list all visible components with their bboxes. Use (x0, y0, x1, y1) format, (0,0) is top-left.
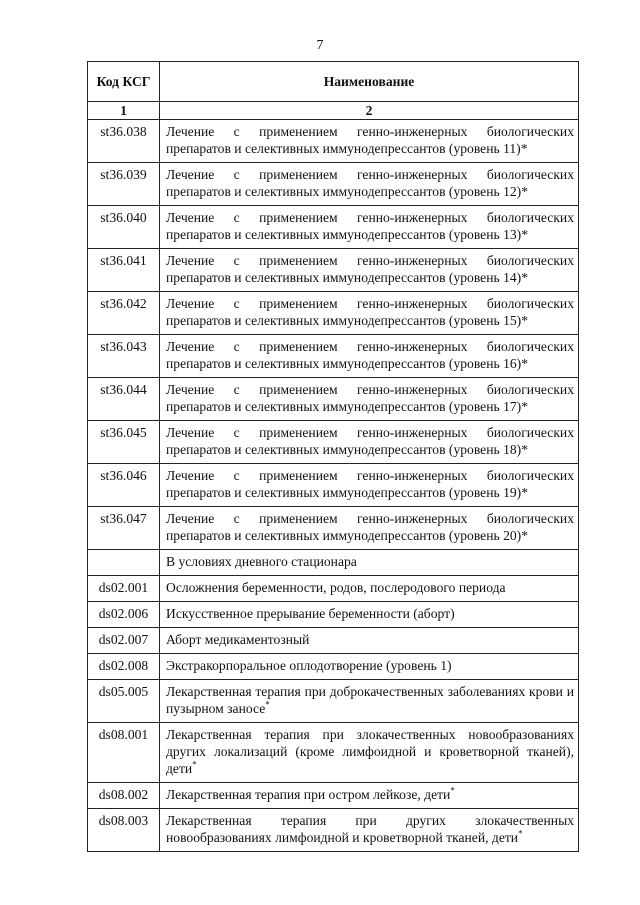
column-number-code: 1 (88, 102, 160, 120)
ksg-name: Лекарственная терапия при доброкачественных заболеваниях крови и пузырном заносе (166, 684, 574, 716)
ksg-code: st36.041 (88, 249, 160, 292)
ksg-code: st36.040 (88, 206, 160, 249)
table-row (88, 335, 579, 378)
header-name: Наименование (160, 62, 579, 102)
ksg-name: Лечение с применением генно-инженерных биологических препаратов и селективных иммунодепрессантов (уровень 20)* (160, 507, 579, 550)
ksg-name: Лечение с применением генно-инженерных биологических препаратов и селективных иммунодепрессантов (уровень 11)* (160, 120, 579, 163)
header-row (88, 62, 579, 102)
ksg-code: ds02.007 (88, 628, 160, 654)
table-row (88, 163, 579, 206)
ksg-code: ds02.008 (88, 654, 160, 680)
table-row (88, 292, 579, 335)
table-row (88, 809, 579, 852)
ksg-name-cell (160, 723, 579, 783)
table-row (88, 723, 579, 783)
table-row (88, 654, 579, 680)
ksg-name: Аборт медикаментозный (160, 628, 579, 654)
ksg-name: Лекарственная терапия при остром лейкозе, дети (166, 787, 451, 802)
ksg-name: Лечение с применением генно-инженерных биологических препаратов и селективных иммунодепрессантов (уровень 19)* (160, 464, 579, 507)
footnote-marker: * (265, 699, 270, 710)
ksg-name: Лечение с применением генно-инженерных биологических препаратов и селективных иммунодепрессантов (уровень 12)* (160, 163, 579, 206)
ksg-code (88, 550, 160, 576)
footnote-marker: * (450, 785, 455, 796)
page-number: 7 (316, 38, 324, 53)
ksg-name: Лекарственная терапия при других злокачественных новообразованиях лимфоидной и кроветворной тканей, дети (166, 813, 574, 845)
ksg-name: Лечение с применением генно-инженерных биологических препаратов и селективных иммунодепрессантов (уровень 18)* (160, 421, 579, 464)
table-row (88, 576, 579, 602)
ksg-name: Лечение с применением генно-инженерных биологических препаратов и селективных иммунодепрессантов (уровень 14)* (160, 249, 579, 292)
table-row (88, 120, 579, 163)
ksg-name: Осложнения беременности, родов, послеродового периода (160, 576, 579, 602)
ksg-code: ds08.003 (88, 809, 160, 852)
ksg-code: ds02.006 (88, 602, 160, 628)
ksg-name: Лечение с применением генно-инженерных биологических препаратов и селективных иммунодепрессантов (уровень 16)* (160, 335, 579, 378)
ksg-code: ds08.001 (88, 723, 160, 783)
ksg-name: Лечение с применением генно-инженерных биологических препаратов и селективных иммунодепрессантов (уровень 15)* (160, 292, 579, 335)
footnote-marker: * (192, 759, 197, 770)
header-code: Код КСГ (88, 62, 160, 102)
ksg-code: ds02.001 (88, 576, 160, 602)
ksg-table (87, 61, 579, 852)
section-row (88, 550, 579, 576)
footnote-marker: * (518, 828, 523, 839)
column-number-name: 2 (160, 102, 579, 120)
ksg-name-cell (160, 680, 579, 723)
ksg-name-cell (160, 783, 579, 809)
ksg-code: st36.039 (88, 163, 160, 206)
ksg-name: Лечение с применением генно-инженерных биологических препаратов и селективных иммунодепрессантов (уровень 17)* (160, 378, 579, 421)
ksg-code: st36.042 (88, 292, 160, 335)
ksg-name: Искусственное прерывание беременности (аборт) (160, 602, 579, 628)
table-row (88, 507, 579, 550)
ksg-code: st36.044 (88, 378, 160, 421)
ksg-code: st36.046 (88, 464, 160, 507)
table-row (88, 421, 579, 464)
table-row (88, 378, 579, 421)
ksg-name: Лечение с применением генно-инженерных биологических препаратов и селективных иммунодепрессантов (уровень 13)* (160, 206, 579, 249)
ksg-code: st36.045 (88, 421, 160, 464)
ksg-code: st36.043 (88, 335, 160, 378)
ksg-name: Лекарственная терапия при злокачественных новообразованиях других локализаций (кроме лимфоидной и кроветворной тканей), дети (166, 727, 574, 776)
ksg-name-cell (160, 809, 579, 852)
ksg-code: ds05.005 (88, 680, 160, 723)
table-row (88, 783, 579, 809)
ksg-code: st36.047 (88, 507, 160, 550)
column-number-row (88, 102, 579, 120)
ksg-code: ds08.002 (88, 783, 160, 809)
table-row (88, 249, 579, 292)
ksg-code: st36.038 (88, 120, 160, 163)
ksg-name: Экстракорпоральное оплодотворение (уровень 1) (160, 654, 579, 680)
section-title: В условиях дневного стационара (160, 550, 579, 576)
table-row (88, 602, 579, 628)
table-row (88, 680, 579, 723)
table-row (88, 628, 579, 654)
table-row (88, 206, 579, 249)
table-row (88, 464, 579, 507)
